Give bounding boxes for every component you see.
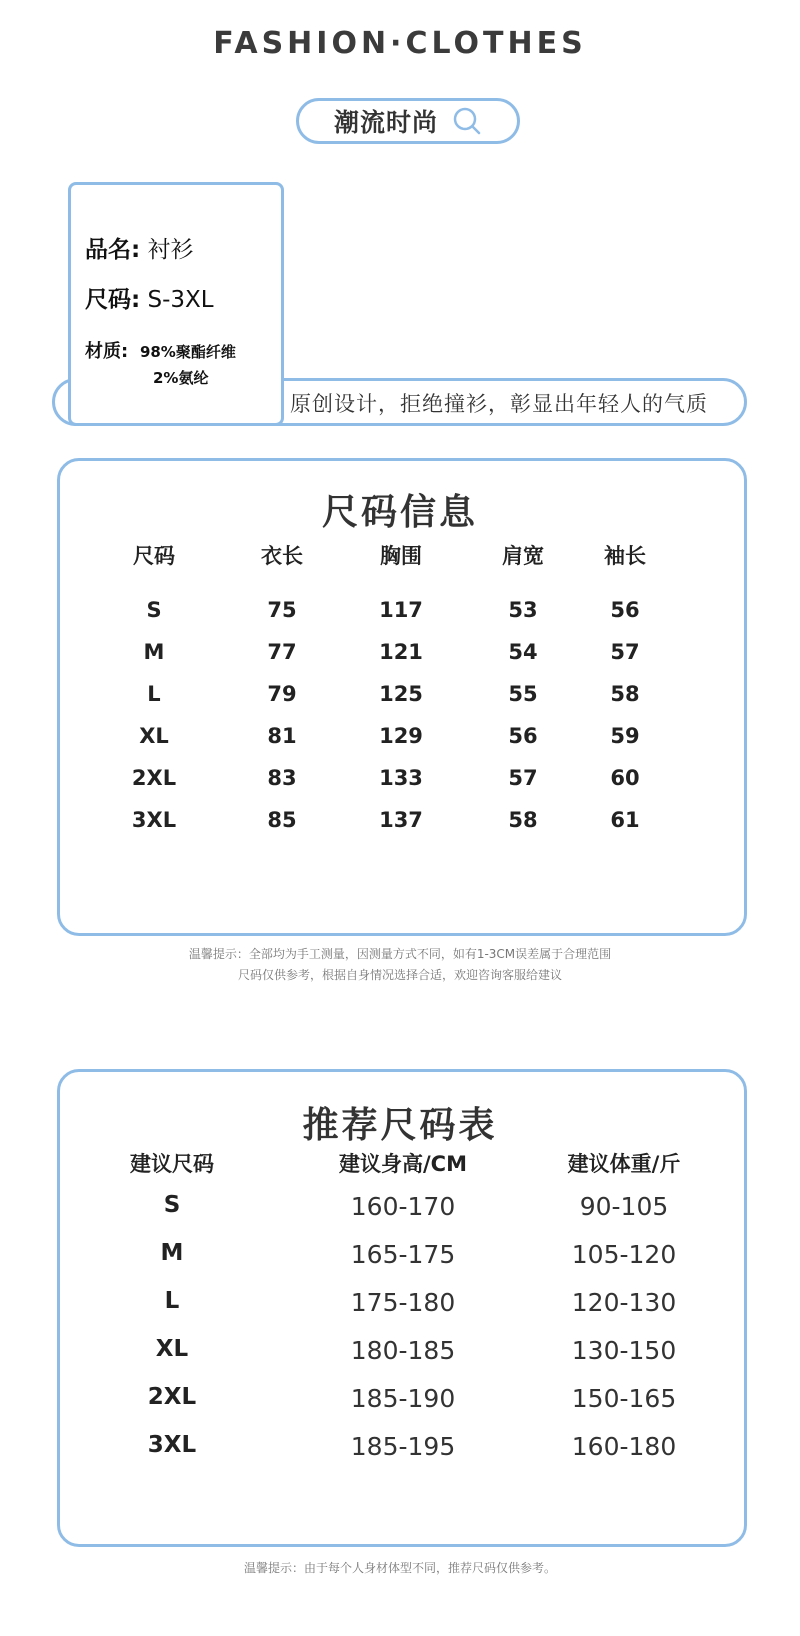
- recommend-header-cell: 建议尺码: [130, 1152, 214, 1176]
- size-header-cell: 尺码: [133, 544, 175, 568]
- size-cell: 54: [508, 640, 538, 664]
- size-info-note-line1: 温馨提示：全部均为手工测量，因测量方式不同，如有1-3CM误差属于合理范围: [188, 947, 612, 961]
- recommend-cell: L: [164, 1288, 180, 1314]
- page-title: FASHION·CLOTHES: [213, 26, 587, 61]
- size-header-cell: 衣长: [261, 544, 303, 568]
- size-cell: 75: [267, 598, 297, 622]
- product-info-card: [68, 182, 284, 426]
- recommend-cell: 160-170: [350, 1192, 456, 1221]
- recommend-note: 温馨提示：由于每个人身材体型不同，推荐尺码仅供参考。: [243, 1561, 556, 1575]
- size-cell: 117: [379, 598, 423, 622]
- size-cell: S: [146, 598, 162, 622]
- size-cell: 57: [508, 766, 538, 790]
- size-cell: 85: [267, 808, 297, 832]
- recommend-cell: M: [160, 1240, 184, 1266]
- product-name-row: [85, 231, 194, 264]
- recommend-header-cell: 建议身高/CM: [339, 1152, 467, 1176]
- size-cell: 2XL: [131, 766, 177, 790]
- recommend-cell: 130-150: [571, 1336, 677, 1365]
- recommend-cell: 185-190: [350, 1384, 456, 1413]
- size-cell: 121: [379, 640, 423, 664]
- size-header-cell: 肩宽: [502, 544, 544, 568]
- search-icon[interactable]: [452, 106, 482, 136]
- recommend-cell: 105-120: [571, 1240, 677, 1269]
- recommend-cell: 120-130: [571, 1288, 677, 1317]
- size-header-cell: 袖长: [604, 544, 646, 568]
- recommend-cell: 180-185: [350, 1336, 456, 1365]
- recommend-cell: XL: [155, 1336, 189, 1362]
- size-info-title: 尺码信息: [321, 492, 478, 533]
- product-size-row: [85, 281, 214, 314]
- product-name-key: 品名:: [85, 237, 141, 263]
- size-cell: 56: [610, 598, 640, 622]
- size-cell: 55: [508, 682, 538, 706]
- search-pill[interactable]: [296, 98, 520, 144]
- size-cell: 125: [379, 682, 423, 706]
- recommend-cell: 150-165: [571, 1384, 677, 1413]
- size-header-cell: 胸围: [380, 544, 422, 568]
- product-material-key: 材质:: [85, 341, 129, 362]
- size-cell: 137: [379, 808, 423, 832]
- product-name-value: 衬衫: [147, 237, 194, 263]
- product-size-value: S-3XL: [147, 287, 214, 313]
- size-cell: 83: [267, 766, 297, 790]
- recommend-cell: 3XL: [147, 1432, 197, 1458]
- slogan-text: 原创设计，拒绝撞衫，彰显出年轻人的气质: [290, 392, 708, 416]
- size-cell: XL: [139, 724, 169, 748]
- recommend-cell: 165-175: [350, 1240, 456, 1269]
- recommend-cell: 175-180: [350, 1288, 456, 1317]
- size-cell: 133: [379, 766, 423, 790]
- recommend-cell: 185-195: [350, 1432, 456, 1461]
- size-info-note: [0, 944, 800, 986]
- recommend-cell: 2XL: [147, 1384, 197, 1410]
- size-cell: 56: [508, 724, 538, 748]
- size-cell: 61: [610, 808, 640, 832]
- size-cell: L: [147, 682, 161, 706]
- recommend-cell: 160-180: [571, 1432, 677, 1461]
- size-cell: 77: [267, 640, 297, 664]
- size-cell: M: [143, 640, 165, 664]
- product-material-line1: 98%聚酯纤维: [139, 343, 236, 361]
- size-info-note-line2: 尺码仅供参考，根据自身情况选择合适，欢迎咨询客服给建议: [237, 968, 562, 982]
- size-cell: 53: [508, 598, 538, 622]
- size-cell: 57: [610, 640, 640, 664]
- product-size-key: 尺码:: [85, 287, 141, 313]
- product-material-row: [85, 337, 236, 363]
- size-cell: 81: [267, 724, 297, 748]
- recommend-header-cell: 建议体重/斤: [567, 1152, 681, 1176]
- size-cell: 58: [508, 808, 538, 832]
- product-material-line2: 2%氨纶: [153, 369, 209, 387]
- size-cell: 79: [267, 682, 297, 706]
- recommend-title: 推荐尺码表: [302, 1105, 498, 1146]
- size-cell: 59: [610, 724, 640, 748]
- size-cell: 129: [379, 724, 423, 748]
- recommend-cell: 90-105: [579, 1192, 669, 1221]
- size-cell: 3XL: [131, 808, 177, 832]
- size-cell: 60: [610, 766, 640, 790]
- size-cell: 58: [610, 682, 640, 706]
- search-label: 潮流时尚: [333, 108, 438, 137]
- recommend-cell: S: [163, 1192, 181, 1218]
